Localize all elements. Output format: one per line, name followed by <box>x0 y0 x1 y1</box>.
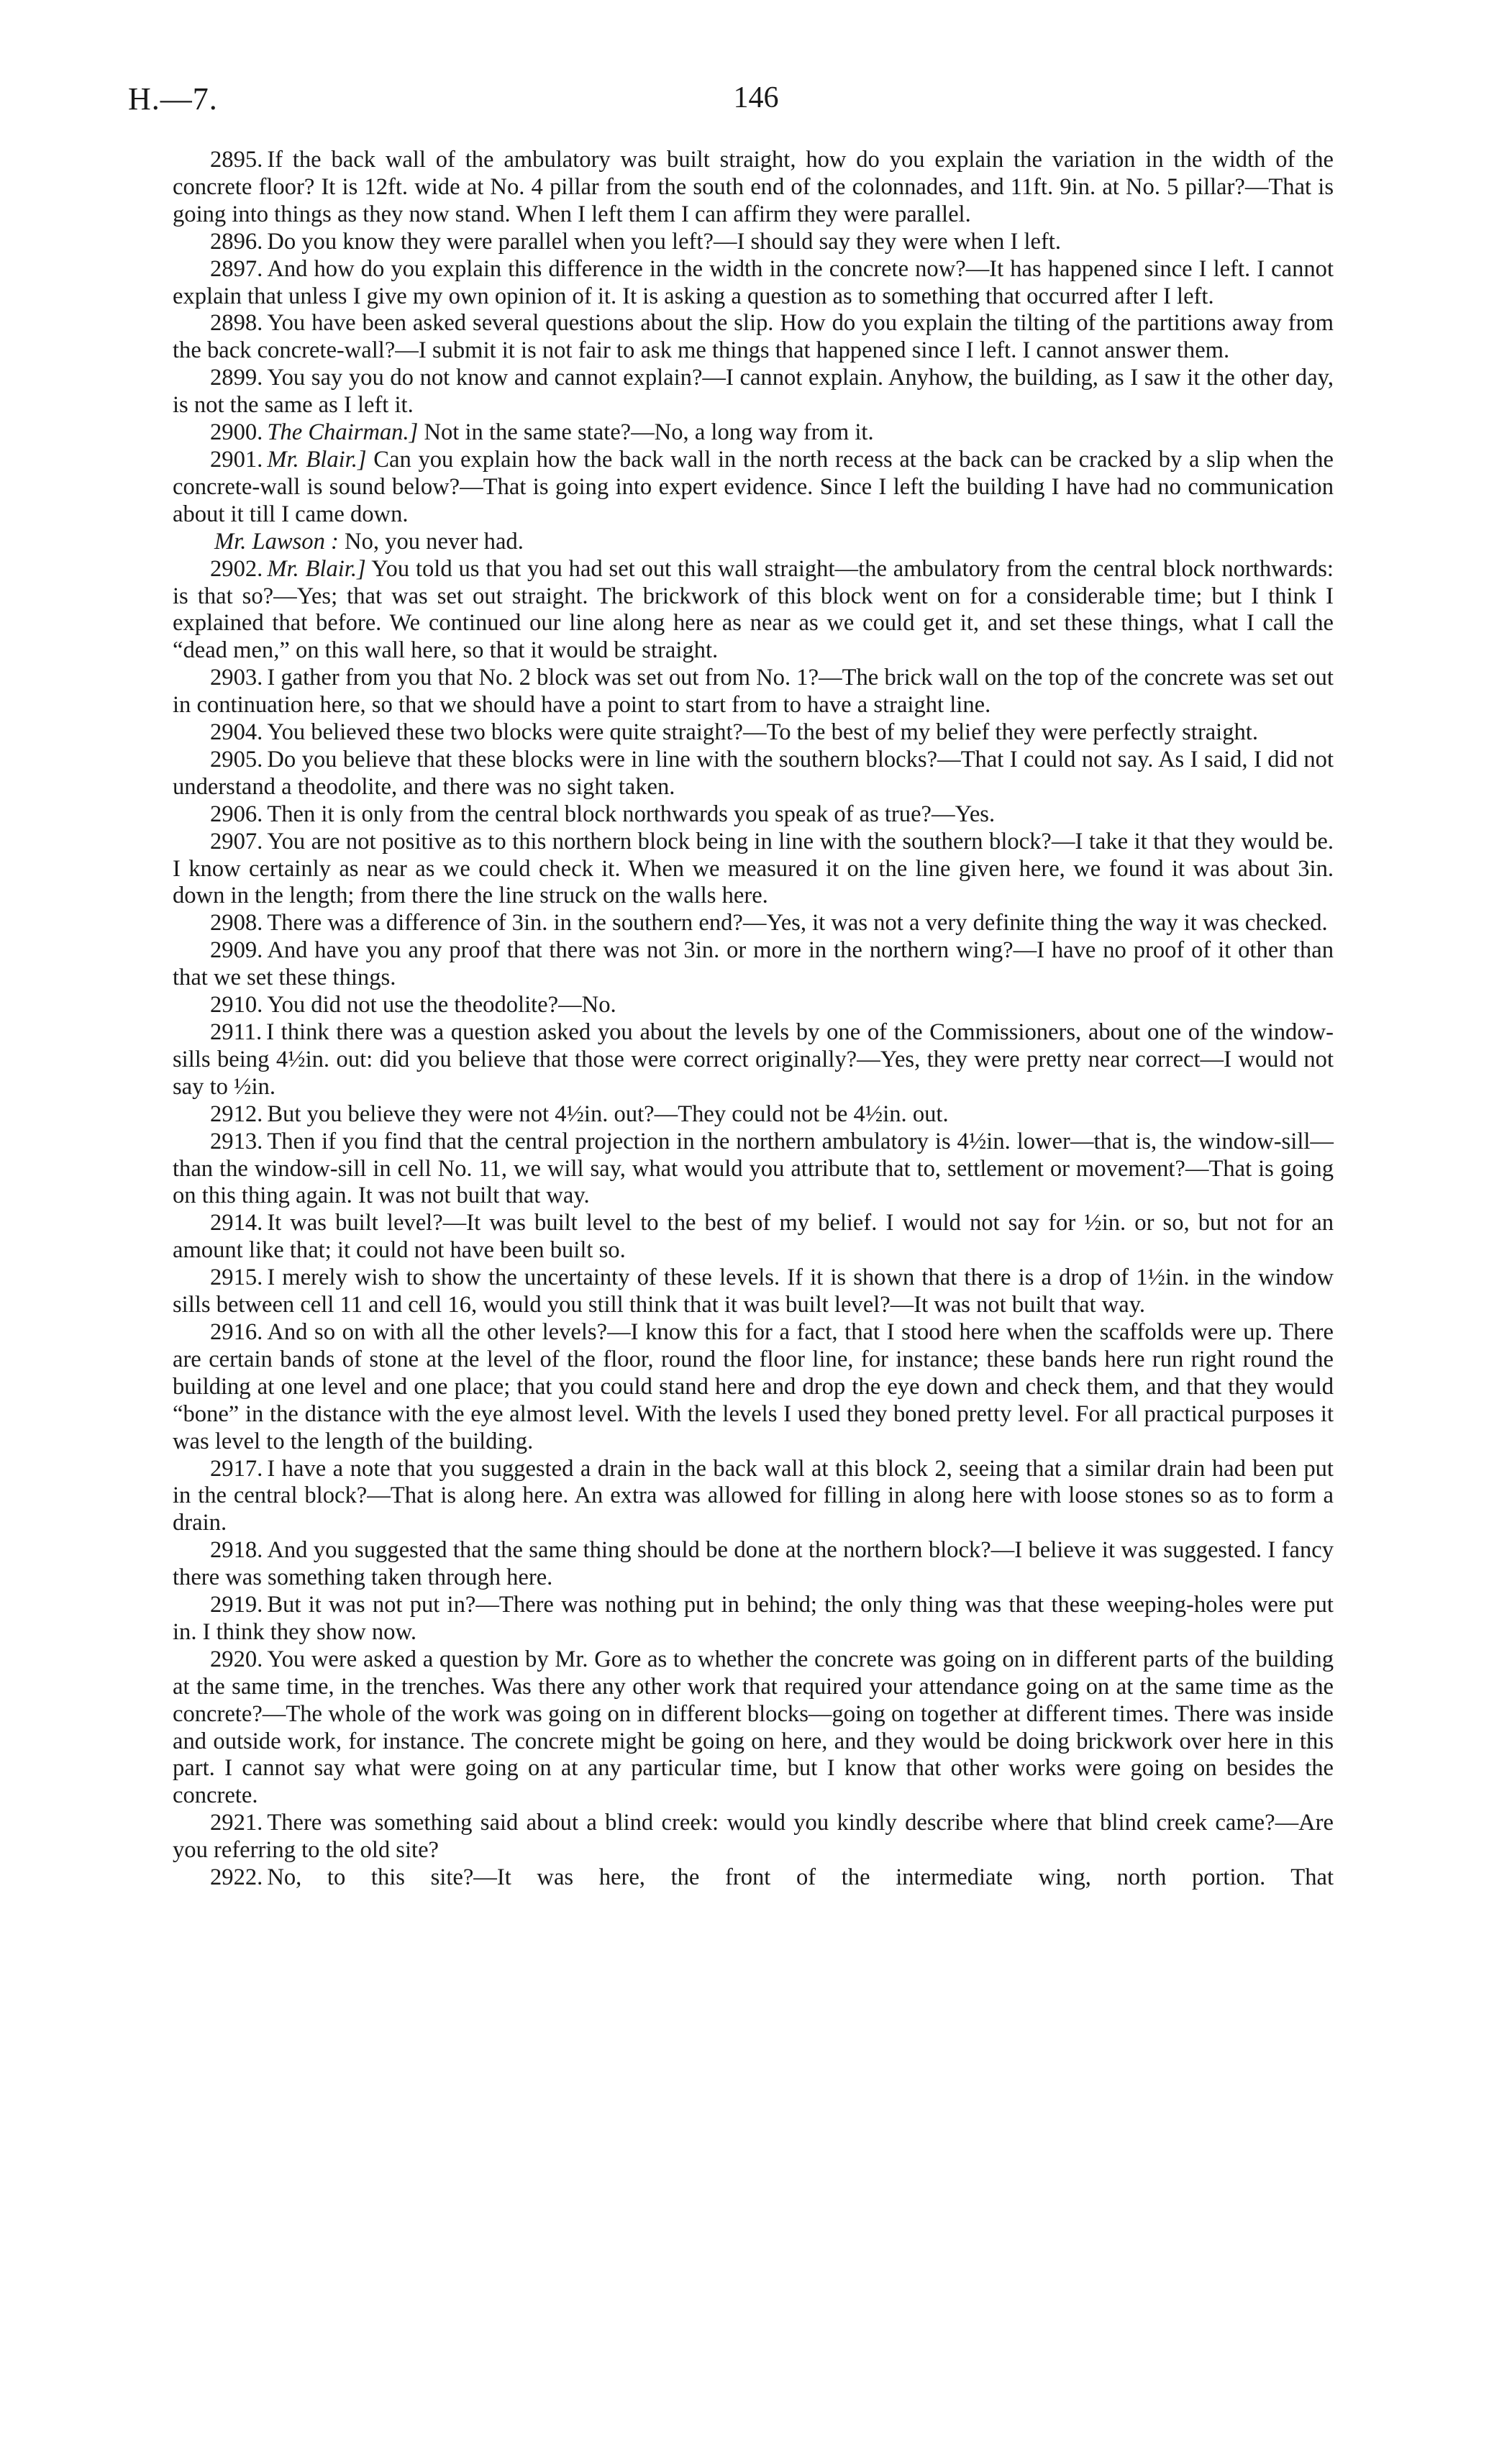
testimony-paragraph <box>173 1864 1334 1892</box>
testimony-paragraph <box>173 147 1334 229</box>
testimony-paragraph <box>173 310 1334 365</box>
testimony-text: And how do you explain this difference in the width in the concrete now?—It has happened since I left. I cannot explain that unless I give my own opinion of it. It is asking a question as to something that occurred after I left. <box>173 255 1334 309</box>
testimony-text: Not in the same state?—No, a long way from it. <box>424 419 874 446</box>
question-number: 2909. <box>210 937 263 964</box>
question-number: 2916. <box>210 1318 263 1345</box>
question-number: 2907. <box>210 828 263 855</box>
testimony-paragraph <box>173 419 1334 447</box>
testimony-paragraph <box>173 1537 1334 1592</box>
question-number: 2920. <box>210 1646 263 1672</box>
testimony-text: Do you believe that these blocks were in line with the southern blocks?—That I could not say. As I said, I did not understand a theodolite, and there was no sight taken. <box>173 746 1334 800</box>
testimony-paragraph <box>173 719 1334 747</box>
testimony-paragraph <box>173 447 1334 529</box>
question-number: 2899. <box>210 365 263 391</box>
testimony-text: Then it is only from the central block northwards you speak of as true?—Yes. <box>267 801 996 827</box>
testimony-text: It was built level?—It was built level to the best of my belief. I would not say for ½in. or so, but not for an amount like that; it could not have been built so. <box>173 1210 1334 1264</box>
question-number: 2912. <box>210 1101 263 1127</box>
testimony-paragraph <box>173 1264 1334 1319</box>
testimony-text: But it was not put in?—There was nothing put in behind; the only thing was that these weeping-holes were put in. I think they show now. <box>173 1592 1334 1645</box>
testimony-paragraph <box>173 1810 1334 1864</box>
testimony-paragraph <box>173 992 1334 1019</box>
testimony-paragraph <box>173 801 1334 829</box>
question-number: 2901. <box>210 446 263 473</box>
testimony-text: You are not positive as to this northern block being in line with the southern block?—I take it that they would be. I know certainly as near as we could check it. When we measured it on the line given here, we found it was about 3in. down in the length; from there the line struck on the walls here. <box>173 828 1334 909</box>
testimony-text: You believed these two blocks were quite straight?—To the best of my belief they were perfectly straight. <box>267 719 1258 746</box>
testimony-text: No, you never had. <box>345 528 524 555</box>
question-number: 2897. <box>210 255 263 282</box>
testimony-paragraph <box>173 1019 1334 1101</box>
question-number: 2910. <box>210 992 263 1019</box>
speaker: Mr. Blair.] <box>267 555 366 582</box>
testimony-text: And have you any proof that there was not 3in. or more in the northern wing?—I have no proof of it other than that we set these things. <box>173 937 1334 991</box>
page-number: 146 <box>733 81 779 114</box>
question-number: 2914. <box>210 1210 263 1236</box>
testimony-text: And you suggested that the same thing should be done at the northern block?—I believe it was suggested. I fancy there was something taken through here. <box>173 1537 1334 1591</box>
evidence-text <box>173 147 1334 1892</box>
speaker: The Chairman.] <box>267 419 419 446</box>
question-number: 2915. <box>210 1264 263 1291</box>
testimony-paragraph <box>173 1129 1334 1211</box>
testimony-text: You say you do not know and cannot explain?—I cannot explain. Anyhow, the building, as I saw it the other day, is not the same as I left it. <box>173 365 1334 419</box>
testimony-text: There was something said about a blind creek: would you kindly describe where that blind creek came?—Are you referring to the old site? <box>173 1810 1334 1864</box>
testimony-paragraph <box>173 1646 1334 1810</box>
question-number: 2922. <box>210 1864 263 1891</box>
testimony-paragraph <box>173 1101 1334 1129</box>
testimony-paragraph <box>173 229 1334 256</box>
question-number: 2906. <box>210 801 263 827</box>
testimony-text: I have a note that you suggested a drain in the back wall at this block 2, seeing that a similar drain had been put in the central block?—That is along here. An extra was allowed for filling in along here with loose stones so as to form a drain. <box>173 1455 1334 1536</box>
question-number: 2917. <box>210 1455 263 1482</box>
testimony-text: Then if you find that the central projection in the northern ambulatory is 4½in. lower—that is, the window-sill—than the window-sill in cell No. 11, we will say, what would you attribute that to, settlement or movement?—That is going on this thing again. It was not built that way. <box>173 1128 1334 1209</box>
testimony-paragraph <box>173 256 1334 311</box>
question-number: 2919. <box>210 1592 263 1618</box>
question-number: 2898. <box>210 310 263 337</box>
testimony-paragraph <box>173 365 1334 419</box>
testimony-text: No, to this site?—It was here, the front of the intermediate wing, north portion. That <box>267 1864 1334 1891</box>
question-number: 2911. <box>210 1019 263 1045</box>
question-number: 2921. <box>210 1810 263 1836</box>
question-number: 2918. <box>210 1537 263 1564</box>
testimony-paragraph <box>173 1210 1334 1264</box>
testimony-text: You have been asked several questions about the slip. How do you explain the tilting of the partitions away from the back concrete-wall?—I submit it is not fair to ask me things that happened since I left. I cannot answer them. <box>173 310 1334 364</box>
testimony-text: If the back wall of the ambulatory was built straight, how do you explain the variation in the width of the concrete floor? It is 12ft. wide at No. 4 pillar from the south end of the colonnades, and 11ft. 9in. at No. 5 pillar?—That is going into things as they now stand. When I left them I can affirm they were parallel. <box>173 147 1334 227</box>
testimony-text: You did not use the theodolite?—No. <box>267 992 616 1019</box>
speaker: Mr. Lawson : <box>214 528 339 555</box>
testimony-paragraph <box>173 556 1334 665</box>
testimony-paragraph <box>173 937 1334 992</box>
testimony-paragraph <box>173 665 1334 719</box>
testimony-text: You told us that you had set out this wall straight—the ambulatory from the central block northwards: is that so?—Yes; that was set out straight. The brickwork of this block went on for a considerable time; but I think I explained that before. We continued our line along here as near as we could get it, and set these things, what I call the “dead men,” on this wall here, so that it would be straight. <box>173 555 1334 664</box>
testimony-paragraph <box>173 747 1334 801</box>
speaker: Mr. Blair.] <box>267 446 367 473</box>
testimony-text: There was a difference of 3in. in the southern end?—Yes, it was not a very definite thing the way it was checked. <box>267 910 1328 937</box>
question-number: 2913. <box>210 1128 263 1154</box>
testimony-text: But you believe they were not 4½in. out?—They could not be 4½in. out. <box>267 1101 949 1127</box>
question-number: 2902. <box>210 555 263 582</box>
testimony-paragraph <box>173 1592 1334 1646</box>
testimony-paragraph <box>173 829 1334 911</box>
testimony-text: Can you explain how the back wall in the north recess at the back can be cracked by a slip when the concrete-wall is sound below?—That is going into expert evidence. Since I left the building I have had no communication about it till I came down. <box>173 446 1334 527</box>
question-number: 2900. <box>210 419 263 446</box>
testimony-text: I gather from you that No. 2 block was set out from No. 1?—The brick wall on the top of the concrete was set out in continuation here, so that we should have a point to start from to have a straight line. <box>173 665 1334 719</box>
question-number: 2904. <box>210 719 263 746</box>
testimony-text: I merely wish to show the uncertainty of these levels. If it is shown that there is a drop of 1½in. in the window sills between cell 11 and cell 16, would you still think that it was built level?—It was not built that way. <box>173 1264 1334 1318</box>
testimony-text: I think there was a question asked you about the levels by one of the Commissioners, about one of the window-sills being 4½in. out: did you believe that those were correct originally?—Yes, they were pretty near correct—I would not say to ½in. <box>173 1019 1334 1100</box>
question-number: 2896. <box>210 228 263 255</box>
testimony-paragraph <box>173 1319 1334 1456</box>
testimony-paragraph <box>173 910 1334 937</box>
testimony-text: You were asked a question by Mr. Gore as to whether the concrete was going on in different parts of the building at the same time, in the trenches. Was there any other work that required your attendance going on at the same time as the concrete?—The whole of the work was going on in different blocks—going on together at different times. There was inside and outside work, for instance. The concrete might be going on here, and they would be doing brickwork over here in this part. I cannot say what were going on at any particular time, but I know that other works were going on besides the concrete. <box>173 1646 1334 1809</box>
testimony-text: Do you know they were parallel when you left?—I should say they were when I left. <box>267 228 1062 255</box>
question-number: 2903. <box>210 665 263 691</box>
report-reference: H.—7. <box>128 81 218 117</box>
question-number: 2908. <box>210 910 263 937</box>
testimony-paragraph <box>173 529 1334 556</box>
testimony-paragraph <box>173 1456 1334 1538</box>
page-header <box>128 81 1384 124</box>
testimony-text: And so on with all the other levels?—I know this for a fact, that I stood here when the scaffolds were up. There are certain bands of stone at the level of the floor, round the floor line, for instance; these bands here run right round the building at one level and one place; that you could stand here and drop the eye down and check them, and that they would “bone” in the distance with the eye almost level. With the levels I used they boned pretty level. For all practical purposes it was level to the length of the building. <box>173 1318 1334 1454</box>
question-number: 2905. <box>210 746 263 773</box>
question-number: 2895. <box>210 147 263 173</box>
